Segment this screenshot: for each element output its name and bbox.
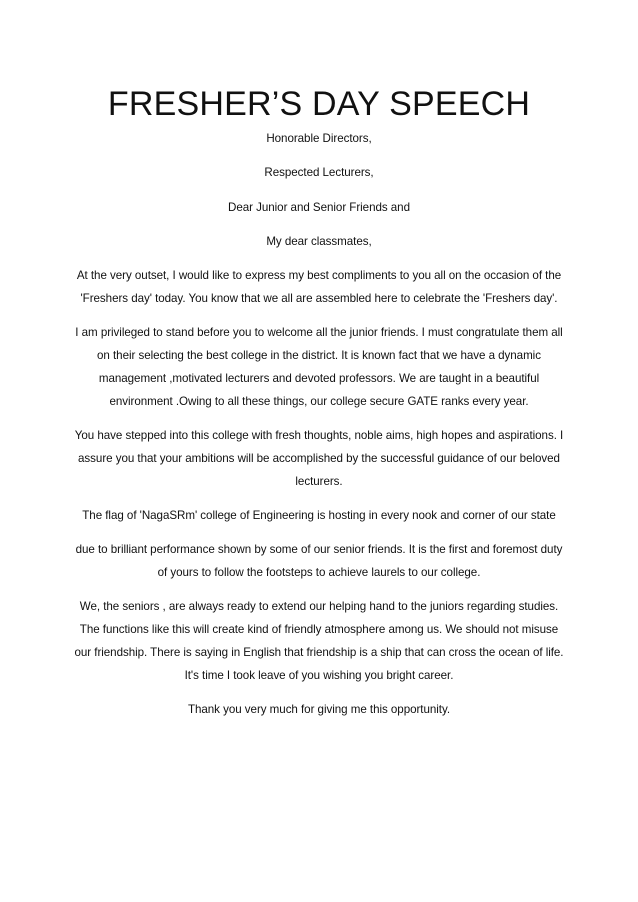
speech-body bbox=[72, 128, 566, 733]
paragraph-seniors: We, the seniors , are always ready to extend our helping hand to the juniors regarding studies. The functions like this will create kind of friendly atmosphere among us. We should not misuse our friendship. There is saying in English that friendship is a ship that can cross the ocean of life. It's time I took leave of you wishing you bright career. bbox=[74, 600, 564, 682]
salutation-classmates: My dear classmates, bbox=[266, 234, 372, 248]
paragraph-closing: Thank you very much for giving me this opportunity. bbox=[187, 702, 451, 716]
page-title: FRESHER’S DAY SPEECH bbox=[107, 85, 531, 123]
salutation-directors: Honorable Directors, bbox=[266, 132, 372, 145]
paragraph-flag: The flag of 'NagaSRm' college of Engineering is hosting in every nook and corner of our state bbox=[82, 508, 556, 522]
paragraph-opening: At the very outset, I would like to express my best compliments to you all on the occasion of the 'Freshers day' today. You know that we all are assembled here to celebrate the 'Freshers day'. bbox=[76, 269, 562, 305]
paragraph-welcome: I am privileged to stand before you to welcome all the junior friends. I must congratulate them all on their selecting the best college in the district. It is known fact that we have a dynamic management ,motivated lecturers and devoted professors. We are taught in a beautiful environment .Owing to all these things, our college secure GATE ranks every year. bbox=[75, 326, 563, 408]
paragraph-performance: due to brilliant performance shown by some of our senior friends. It is the first and foremost duty of yours to follow the footsteps to achieve laurels to our college. bbox=[75, 543, 563, 579]
paragraph-aspirations: You have stepped into this college with fresh thoughts, noble aims, high hopes and aspirations. I assure you that your ambitions will be accomplished by the successful guidance of our beloved lecturers. bbox=[74, 428, 564, 488]
salutation-friends: Dear Junior and Senior Friends and bbox=[228, 200, 410, 214]
salutation-lecturers: Respected Lecturers, bbox=[264, 166, 374, 180]
